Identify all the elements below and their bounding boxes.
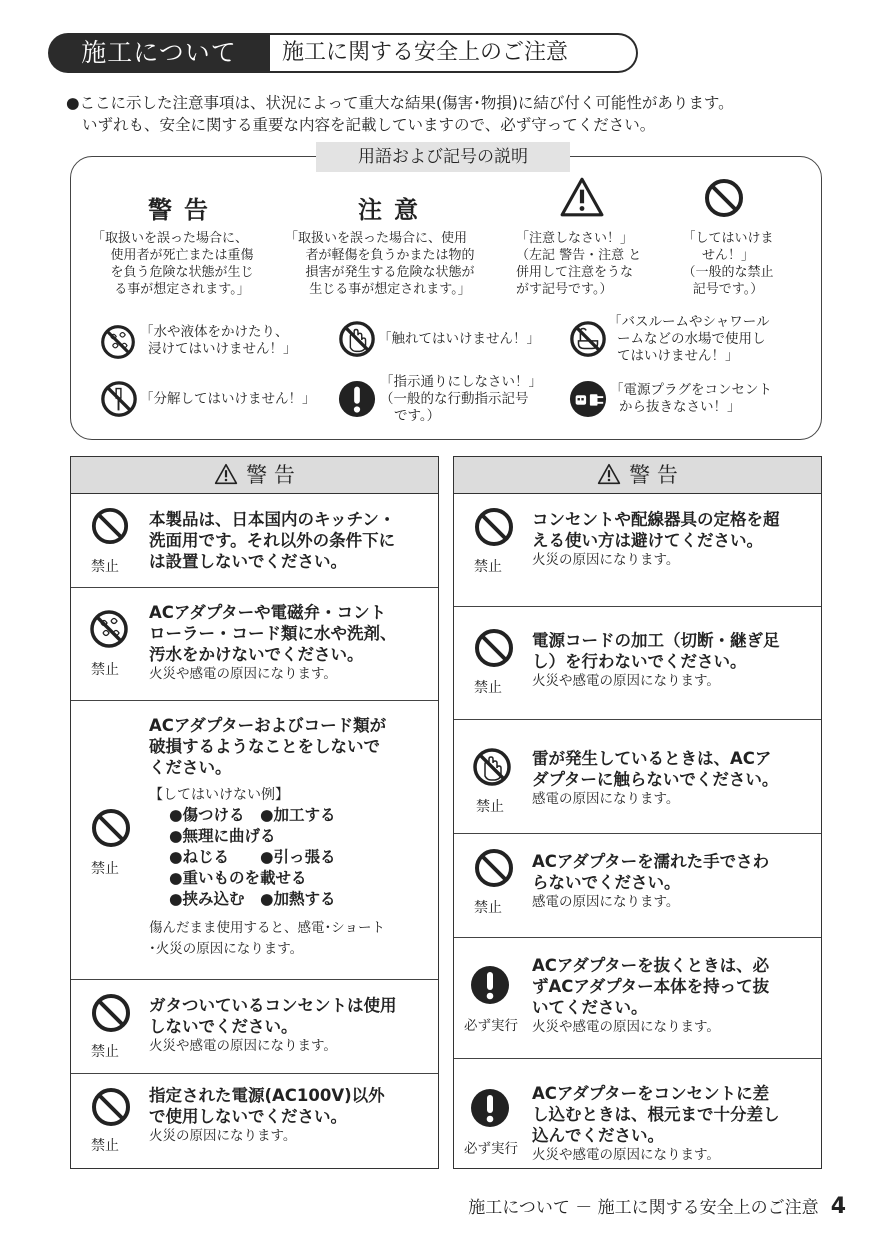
prohibit-icon: [474, 848, 514, 888]
unplug-icon: [569, 380, 607, 418]
desc-line: 「注意しなさい！」: [516, 231, 634, 246]
caution-term: 注意: [358, 196, 430, 224]
text-line: しないでください。: [149, 1017, 298, 1036]
warning-item: [454, 1058, 821, 1170]
desc-line: です。）: [394, 408, 441, 424]
desc-line: 者が軽傷を負うかまたは物的: [305, 248, 475, 263]
text-line: らないでください。: [532, 873, 681, 892]
warning-text: [149, 1085, 385, 1146]
desc-line: 「取扱いを誤った場合に、: [92, 231, 249, 246]
warning-item: [71, 587, 438, 701]
mandatory-icon: [470, 965, 510, 1005]
text-line: 電源コードの加工（切断・継ぎ足: [532, 631, 780, 650]
no-touch-icon: [472, 747, 512, 787]
no-disassemble-icon: [100, 380, 138, 418]
warning-note: 感電の原因になります。: [532, 894, 680, 910]
prohibit-tag: 禁止: [91, 1044, 119, 1060]
text-line: ACアダプターをコンセントに差: [532, 1084, 770, 1103]
desc-line: 生じる事が想定されます。」: [309, 282, 471, 297]
warning-text: [532, 851, 769, 912]
mandatory-icon: [470, 1088, 510, 1128]
desc-line: せん！」: [701, 248, 754, 263]
warning-panel-right: [453, 456, 822, 1169]
text-line: 本製品は、日本国内のキッチン・: [149, 510, 396, 529]
desc-line: （一般的な禁止: [682, 265, 774, 280]
warning-text: [149, 509, 395, 572]
intro-line: いずれも、安全に関する重要な内容を記載していますので、必ず守ってください。: [82, 116, 656, 134]
desc-line: 「水や液体をかけたり、: [140, 324, 289, 340]
desc-line: がす記号です。）: [516, 282, 613, 297]
desc-line: 「してはいけま: [682, 231, 774, 246]
text-line: いてください。: [532, 998, 648, 1017]
desc-line: 損害が発生する危険な状態が: [305, 265, 475, 280]
warning-text: [532, 748, 778, 809]
warning-text: [532, 630, 780, 691]
caution-triangle-icon: [597, 460, 621, 496]
no-disassemble-text: 「分解してはいけません！」: [140, 391, 316, 407]
panel-title: 警 告: [246, 463, 295, 487]
no-bath-icon: [569, 320, 607, 358]
desc-line: （一般的な行動指示記号: [380, 391, 529, 407]
caution-symbol-description: [516, 230, 641, 298]
text-line: ACアダプターを濡れた手でさわ: [532, 852, 770, 871]
text-line: 雷が発生しているときは、ACア: [532, 749, 772, 768]
warning-text: [532, 955, 769, 1037]
warning-description: [92, 230, 272, 298]
warning-panel-left: [70, 456, 439, 1169]
prohibit-icon: [91, 808, 131, 848]
page-number: 4: [830, 1194, 846, 1219]
warning-term: 警告: [148, 196, 220, 224]
prohibit-icon: [91, 993, 131, 1033]
warning-text: [149, 602, 397, 684]
legend-title: 用語および記号の説明: [316, 142, 570, 172]
panel-header: [454, 457, 821, 494]
desc-line: 「バスルームやシャワール: [608, 314, 770, 330]
prohibit-icon: [91, 1087, 131, 1127]
warning-item: [454, 606, 821, 720]
desc-line: 「電源プラグをコンセント: [610, 382, 772, 398]
warning-note: 火災や感電の原因になります。: [149, 1038, 337, 1054]
prohibit-tag: 禁止: [474, 680, 502, 696]
warning-text: [149, 715, 386, 960]
desc-line: 併用して注意をうな: [516, 265, 634, 280]
caution-description: [285, 230, 495, 298]
prohibit-icon: [474, 507, 514, 547]
text-line: 破損するようなことをしないで: [149, 737, 380, 756]
no-water-icon: [89, 609, 129, 649]
warning-item: [454, 719, 821, 834]
text-line: ガタついているコンセントは使用: [149, 996, 397, 1015]
unplug-text: [610, 382, 772, 416]
panel-body: [454, 494, 821, 1170]
text-line: ダプターに触らないでください。: [532, 770, 779, 789]
text-line: 指定された電源(AC100V)以外: [149, 1086, 385, 1105]
example-item: ●ねじる ●引っ張る: [169, 848, 336, 866]
warning-text: [149, 995, 397, 1056]
desc-line: 「指示通りにしなさい！」: [380, 374, 542, 390]
text-line: ずACアダプター本体を持って抜: [532, 977, 770, 996]
no-water-text: [140, 324, 297, 358]
page-title: 施工に関する安全上のご注意: [270, 33, 638, 73]
intro-line: ●ここに示した注意事項は、状況によって重大な結果(傷害･物損)に結び付く可能性があります。: [66, 94, 734, 112]
text-line: 込んでください。: [532, 1126, 664, 1145]
mandatory-tag: 必ず実行: [464, 1141, 518, 1157]
warning-note: 火災や感電の原因になります。: [532, 1147, 720, 1163]
text-line: える使い方は避けてください。: [532, 531, 763, 550]
no-touch-icon: [338, 320, 376, 358]
panel-body: [71, 494, 438, 1170]
text-line: ACアダプターや電磁弁・コント: [149, 603, 387, 622]
text-line: し込むときは、根元まで十分差し: [532, 1105, 780, 1124]
warning-text: [532, 509, 780, 570]
example-item: ●重いものを載せる: [169, 869, 307, 887]
warning-item: [71, 494, 438, 588]
prohibit-icon: [91, 507, 129, 545]
warning-item: [71, 700, 438, 980]
desc-line: （左記 警告・注意 と: [516, 248, 642, 263]
instruction-text: [380, 374, 542, 425]
desc-line: る事が想定されます。」: [114, 282, 250, 297]
example-item: ●挟み込む ●加熱する: [169, 890, 336, 908]
section-label: 施工について: [48, 33, 270, 73]
warning-item: [454, 494, 821, 607]
prohibit-icon: [704, 178, 744, 218]
desc-line: ームなどの水場で使用し: [617, 331, 766, 347]
text-line: し）を行わないでください。: [532, 652, 747, 671]
text-line: で使用しないでください。: [149, 1107, 347, 1126]
caution-triangle-icon: [214, 460, 238, 496]
text-line: 汚水をかけないでください。: [149, 645, 364, 664]
text-line: ローラー・コード類に水や洗剤、: [149, 624, 397, 643]
text-line: ACアダプターおよびコード類が: [149, 716, 387, 735]
no-touch-text: 「触れてはいけません！」: [378, 331, 540, 347]
desc-line: 浸けてはいけません！」: [148, 341, 297, 357]
warning-note: ･火災の原因になります。: [149, 941, 304, 957]
desc-line: を負う危険な状態が生じ: [110, 265, 254, 280]
desc-line: 「取扱いを誤った場合に、使用: [285, 231, 468, 246]
page-header: [48, 33, 630, 73]
text-line: は設置しないでください。: [149, 552, 347, 571]
text-line: ACアダプターを抜くときは、必: [532, 956, 770, 975]
example-title: 【してはいけない例】: [149, 787, 289, 803]
no-bath-text: [608, 314, 769, 365]
warning-note: 火災や感電の原因になります。: [532, 673, 720, 689]
prohibit-tag: 禁止: [91, 1138, 119, 1154]
text-line: ください。: [149, 758, 232, 777]
warning-text: [532, 1083, 780, 1165]
desc-line: てはいけません！」: [617, 348, 739, 364]
warning-item: [454, 937, 821, 1059]
text-line: 洗面用です。それ以外の条件下に: [149, 531, 396, 550]
text-line: コンセントや配線器具の定格を超: [532, 510, 780, 529]
warning-item: [71, 979, 438, 1074]
prohibit-tag: 禁止: [91, 559, 119, 575]
warning-note: 火災の原因になります。: [532, 552, 680, 568]
panel-title: 警 告: [629, 463, 678, 487]
page-footer: [468, 1193, 846, 1219]
no-water-icon: [100, 324, 136, 360]
example-item: ●傷つける ●加工する: [169, 806, 336, 824]
warning-item: [71, 1073, 438, 1170]
desc-line: から抜きなさい！」: [619, 399, 741, 415]
prohibit-tag: 禁止: [474, 900, 502, 916]
intro-text: [66, 92, 846, 136]
panel-header: [71, 457, 438, 494]
warning-note: 火災や感電の原因になります。: [149, 666, 337, 682]
instruction-icon: [338, 380, 376, 418]
prohibit-icon: [474, 628, 514, 668]
caution-triangle-icon: [559, 176, 605, 218]
prohibit-tag: 禁止: [474, 559, 502, 575]
desc-line: 使用者が死亡または重傷: [110, 248, 254, 263]
prohibit-tag: 禁止: [91, 662, 119, 678]
warning-note: 火災や感電の原因になります。: [532, 1019, 720, 1035]
desc-line: 記号です。）: [692, 282, 764, 297]
prohibit-tag: 禁止: [476, 799, 504, 815]
prohibit-symbol-description: [678, 230, 778, 298]
mandatory-tag: 必ず実行: [464, 1018, 518, 1034]
example-item: ●無理に曲げる: [169, 827, 276, 845]
example-list: [149, 805, 386, 910]
warning-item: [454, 833, 821, 938]
warning-note: 感電の原因になります。: [532, 791, 680, 807]
prohibit-tag: 禁止: [91, 861, 119, 877]
footer-text: 施工について － 施工に関する安全上のご注意: [468, 1198, 819, 1218]
warning-note: 傷んだまま使用すると、感電･ショート: [149, 920, 385, 936]
warning-note: 火災の原因になります。: [149, 1128, 297, 1144]
